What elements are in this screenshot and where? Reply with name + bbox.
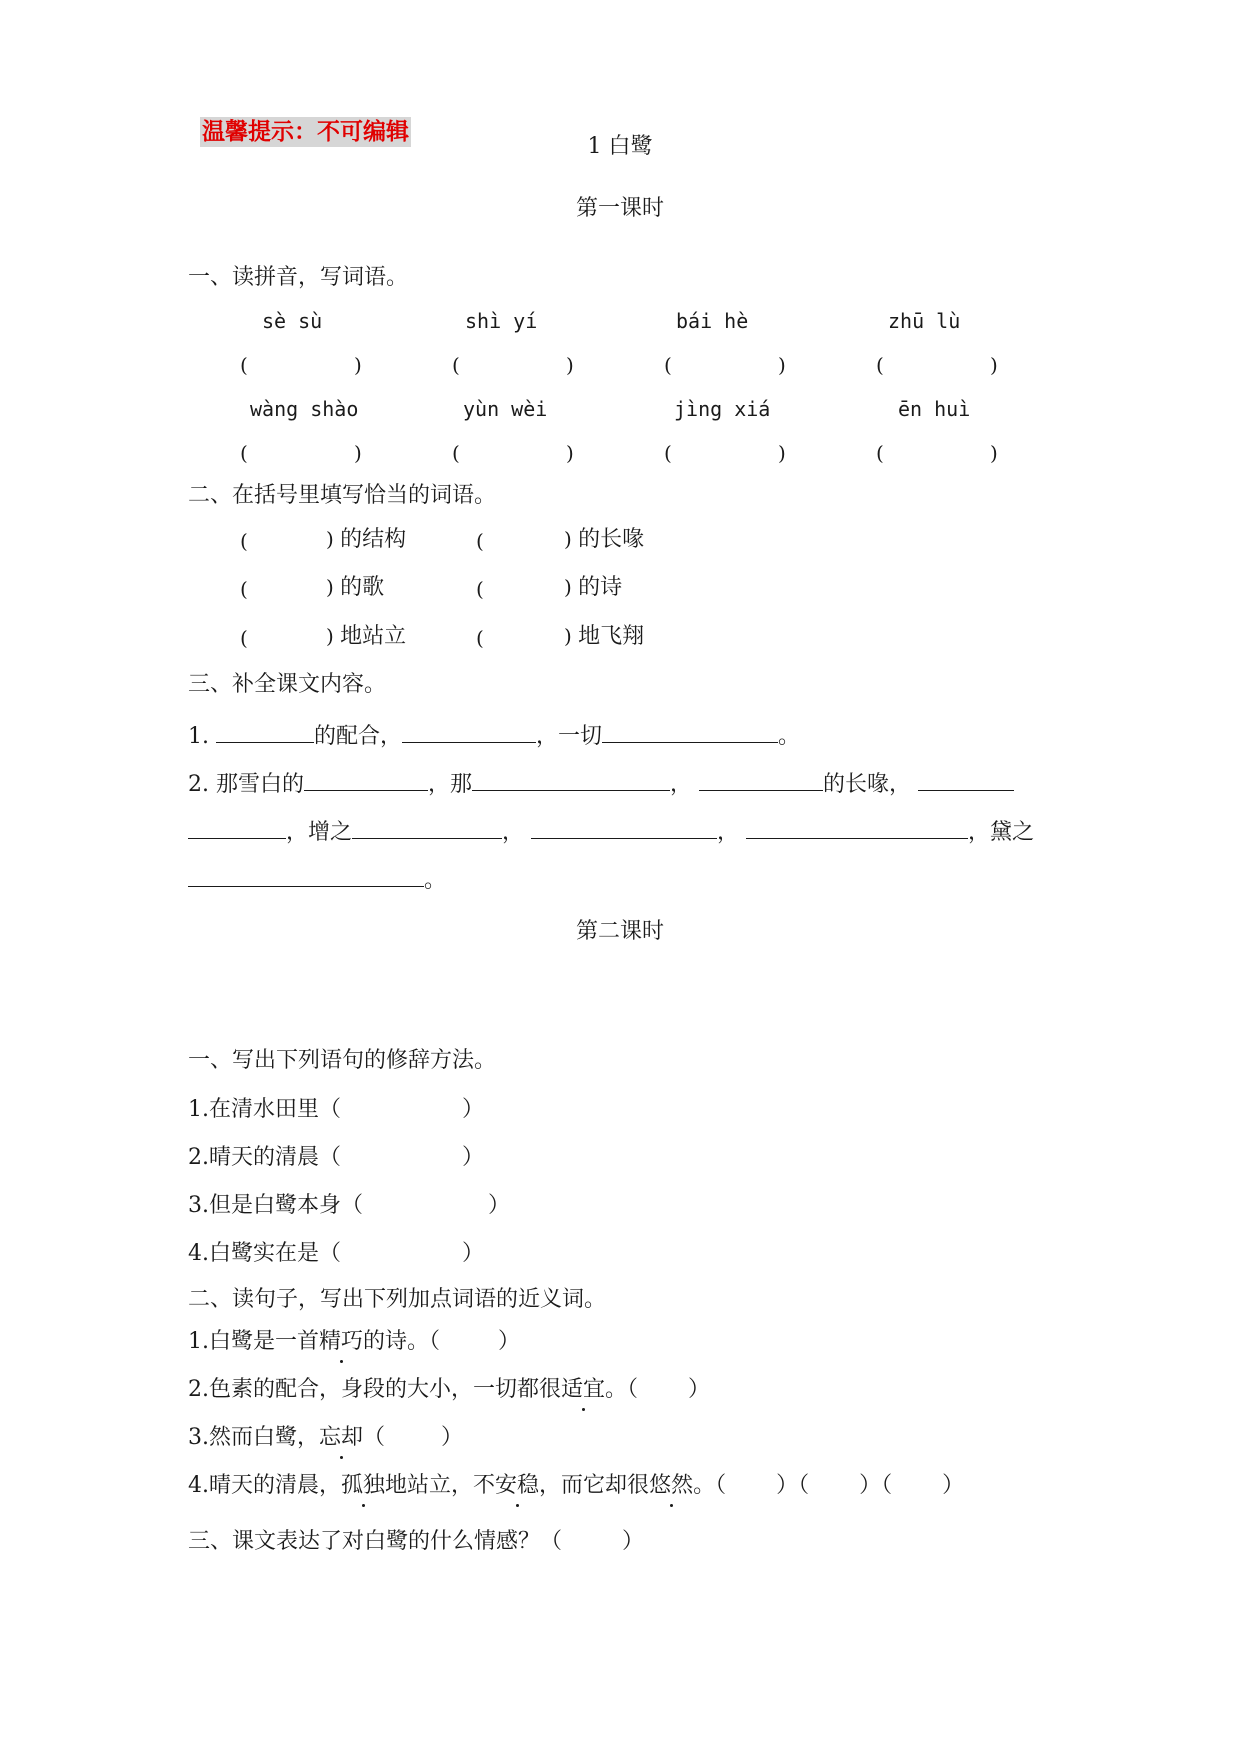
open-paren: ( <box>240 626 248 650</box>
pinyin: wàng shào <box>250 397 359 421</box>
page-title: 1 白鹭 <box>587 134 653 159</box>
close-paren: ) <box>566 441 574 465</box>
pinyin: sè sù <box>262 309 323 333</box>
l2-q3-title: 三、课文表达了对白鹭的什么情感？（ ） <box>188 1529 645 1554</box>
fill-item: ) 地站立 <box>326 624 407 649</box>
open-paren: ( <box>240 577 248 601</box>
close-paren: ) <box>778 441 786 465</box>
cloze-line-1: 1. 的配合， ，一切 。 <box>188 720 800 751</box>
l2-q2-sentence-4: 4.晴天的清晨，孤独地站立，不安稳，而它却很悠然。（ ）（ ）（ ） <box>188 1473 965 1498</box>
open-paren: ( <box>476 577 484 601</box>
lesson1-heading: 第一课时 <box>575 196 664 221</box>
pinyin: ēn huì <box>898 397 971 421</box>
fill-item: ) 的歌 <box>326 575 385 600</box>
close-paren: ) <box>778 353 786 377</box>
close-paren: ) <box>354 441 362 465</box>
l1-q2-title: 二、在括号里填写恰当的词语。 <box>188 483 497 508</box>
l2-q2-sentence-3: 3.然而白鹭，忘却（ ） <box>188 1425 464 1450</box>
pinyin: yùn wèi <box>463 397 548 421</box>
cloze-line-4: 。 <box>188 864 446 895</box>
open-paren: ( <box>240 529 248 553</box>
l2-q1-item: 3.但是白鹭本身（ <box>188 1193 363 1218</box>
close-paren: ) <box>566 353 574 377</box>
fill-item: ) 地飞翔 <box>564 624 645 649</box>
fill-item: ) 的长喙 <box>564 527 645 552</box>
close-paren: ) <box>990 353 998 377</box>
fill-item: ) 的诗 <box>564 575 623 600</box>
close-paren: ） <box>488 1193 511 1218</box>
l1-q3-title: 三、补全课文内容。 <box>188 672 387 697</box>
cloze-line-2: 2. 那雪白的 ，那 ， 的长喙， <box>188 768 1014 799</box>
l2-q1-item: 2.晴天的清晨（ <box>188 1145 341 1170</box>
open-paren: ( <box>664 441 672 465</box>
close-paren: ) <box>354 353 362 377</box>
close-paren: ) <box>990 441 998 465</box>
open-paren: ( <box>876 441 884 465</box>
lesson2-heading: 第二课时 <box>575 919 664 944</box>
close-paren: ） <box>462 1145 485 1170</box>
close-paren: ） <box>462 1097 485 1122</box>
open-paren: ( <box>476 529 484 553</box>
cloze-line-3: ，增之 ， ， ，黛之 <box>188 816 1034 847</box>
l2-q1-item: 4.白鹭实在是（ <box>188 1241 341 1266</box>
open-paren: ( <box>240 353 248 377</box>
open-paren: ( <box>876 353 884 377</box>
l2-q2-title: 二、读句子，写出下列加点词语的近义词。 <box>188 1287 607 1312</box>
open-paren: ( <box>664 353 672 377</box>
fill-item: ) 的结构 <box>326 527 407 552</box>
pinyin: shì yí <box>465 309 538 333</box>
l2-q1-item: 1.在清水田里（ <box>188 1097 341 1122</box>
open-paren: ( <box>452 441 460 465</box>
open-paren: ( <box>476 626 484 650</box>
l1-q1-title: 一、读拼音，写词语。 <box>188 265 409 290</box>
l2-q2-sentence-2: 2.色素的配合，身段的大小，一切都很适宜。（ ） <box>188 1377 711 1402</box>
open-paren: ( <box>452 353 460 377</box>
close-paren: ） <box>462 1241 485 1266</box>
pinyin: jìng xiá <box>674 397 771 421</box>
open-paren: ( <box>240 441 248 465</box>
pinyin: bái hè <box>676 309 749 333</box>
l2-q1-title: 一、写出下列语句的修辞方法。 <box>188 1048 497 1073</box>
l2-q2-sentence-1: 1.白鹭是一首精巧的诗。（ ） <box>188 1329 521 1354</box>
pinyin: zhū lù <box>888 309 961 333</box>
warning-banner: 温馨提示：不可编辑 <box>202 119 409 145</box>
